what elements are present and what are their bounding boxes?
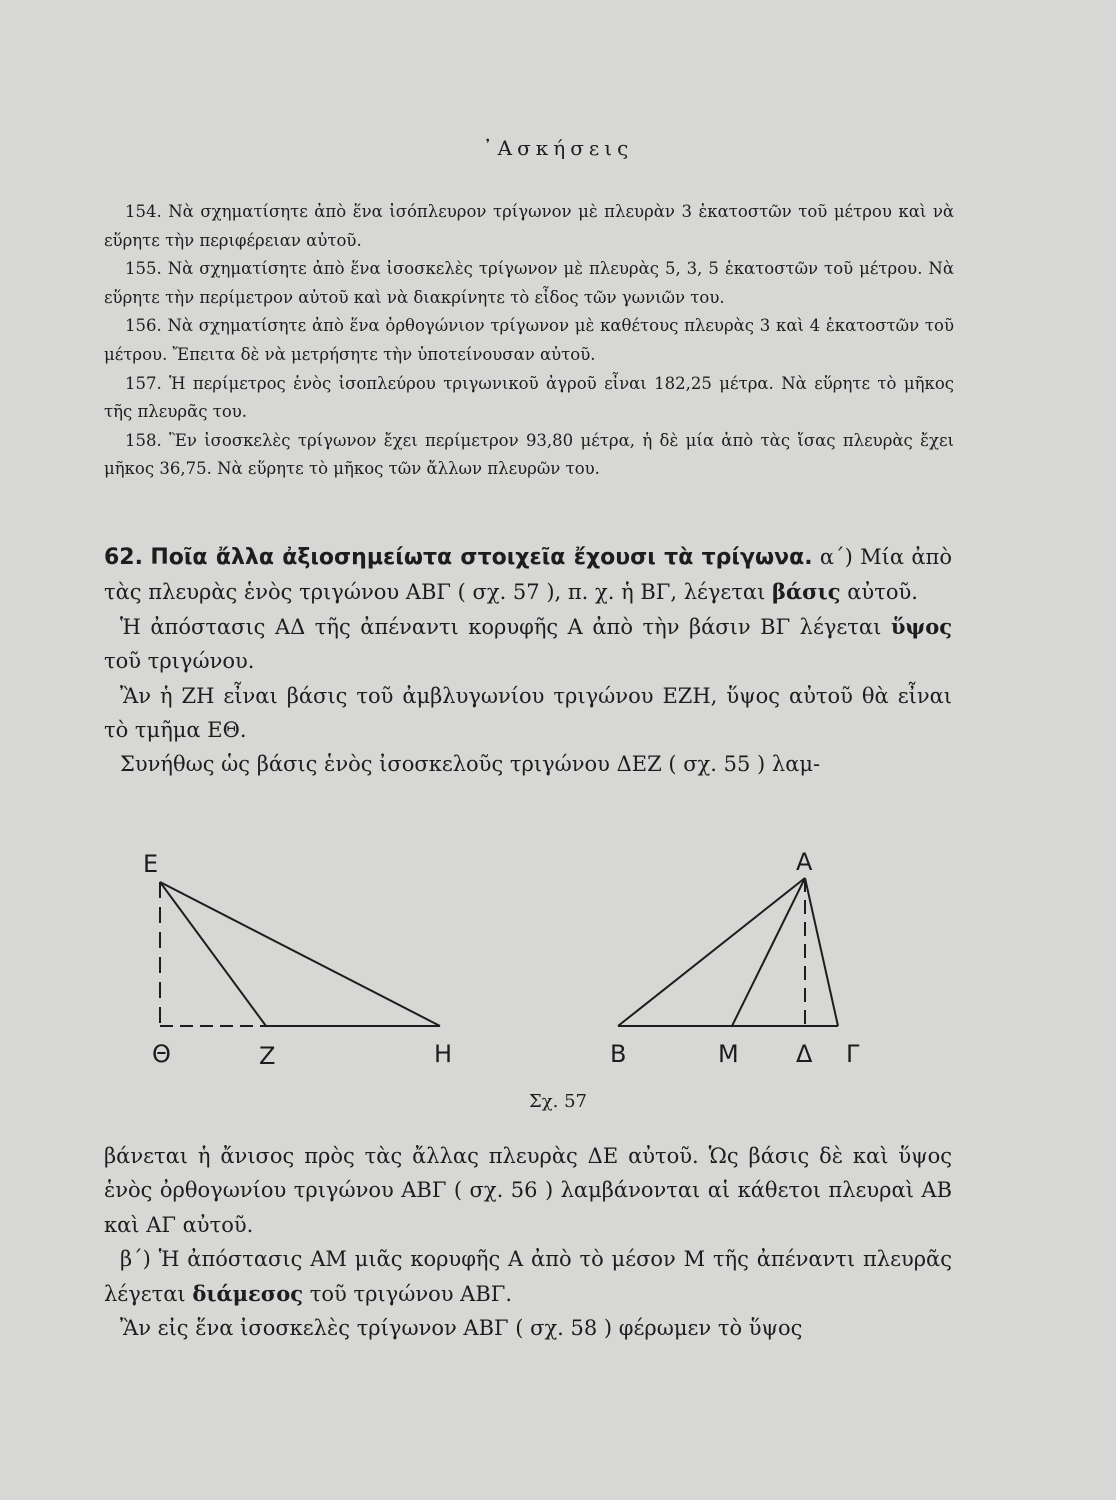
section-paragraph-1 <box>104 540 952 610</box>
figure-caption: Σχ. 57 <box>529 1091 587 1112</box>
section-paragraph-4: Συνήθως ὡς βάσις ἑνὸς ἰσοσκελοῦς τριγώνου ΔΕΖ ( σχ. 55 ) λαμ- <box>120 752 821 777</box>
label-theta: Θ <box>152 1040 171 1068</box>
section-paragraph-2 <box>104 610 952 679</box>
obtuse-triangle-ezh <box>160 882 440 1026</box>
section-title: Ποῖα ἄλλα ἀξιοσημείωτα στοιχεῖα ἔχουσι τὰ τρίγωνα. <box>150 545 813 570</box>
section-paragraph-5: βάνεται ἡ ἄνισος πρὸς τὰς ἄλλας πλευρὰς ΔΕ αὐτοῦ. Ὡς βάσις δὲ καὶ ὕψος ἑνὸς ὀρθογωνίου τριγώνου ΑΒΓ ( σχ. 56 ) λαμβάνονται αἱ κάθετοι πλευραὶ ΑΒ καὶ ΑΓ αὐτοῦ. <box>104 1144 952 1237</box>
exercise-155: 155. Νὰ σχηματίσητε ἀπὸ ἕνα ἰσοσκελὲς τρίγωνον μὲ πλευρὰς 5, 3, 5 ἑκατοστῶν τοῦ μέτρου. Νὰ εὕρητε τὴν περίμετρον αὐτοῦ καὶ νὰ διακρίνητε τὸ εἶδος τῶν γωνιῶν του. <box>104 259 954 307</box>
term-height: ὕψος <box>890 613 952 639</box>
exercise-154: 154. Νὰ σχηματίσητε ἀπὸ ἕνα ἰσόπλευρον τρίγωνον μὲ πλευρὰν 3 ἑκατοστῶν τοῦ μέτρου καὶ νὰ εὕρητε τὴν περιφέρειαν αὐτοῦ. <box>104 202 954 250</box>
exercise-156: 156. Νὰ σχηματίσητε ἀπὸ ἕνα ὀρθογώνιον τρίγωνον μὲ καθέτους πλευρὰς 3 καὶ 4 ἑκατοστῶν τοῦ μέτρου. Ἔπειτα δὲ νὰ μετρήσητε τὴν ὑποτείνουσαν αὐτοῦ. <box>104 316 954 364</box>
page-heading: ᾿Ασκήσεις <box>482 136 634 160</box>
term-median: διάμεσος <box>192 1280 304 1306</box>
side-ag <box>805 878 838 1026</box>
exercise-list <box>104 198 954 484</box>
median-am <box>732 878 805 1026</box>
section-62 <box>104 540 952 782</box>
label-m: Μ <box>718 1040 739 1068</box>
triangle-diagrams <box>0 840 1116 1120</box>
side-ez <box>160 882 266 1026</box>
side-ab <box>618 878 805 1026</box>
section-paragraph-6 <box>104 1242 952 1311</box>
term-basis: βάσις <box>772 579 841 605</box>
label-a: Α <box>796 848 813 876</box>
label-g: Γ <box>846 1040 860 1068</box>
section-paragraph-3: Ἂν ἡ ΖΗ εἶναι βάσις τοῦ ἀμβλυγωνίου τριγώνου ΕΖΗ, ὕψος αὐτοῦ θὰ εἶναι τὸ τμῆμα ΕΘ. <box>104 683 952 743</box>
paragraph-text: Ἡ ἀπόστασις ΑΔ τῆς ἀπέναντι κορυφῆς Α ἀπὸ τὴν βάσιν ΒΓ λέγεται <box>120 614 891 639</box>
label-e: Ε <box>143 850 159 878</box>
triangle-abg <box>618 878 838 1026</box>
side-eh <box>160 882 440 1026</box>
label-b: Β <box>610 1040 627 1068</box>
paragraph-text: α΄) Μία ἀπὸ τὰς πλευρὰς ἑνὸς τριγώνου ΑΒΓ ( σχ. 57 ), π. χ. ἡ ΒΓ, λέγεται <box>104 545 952 605</box>
paragraph-text: τοῦ τριγώνου. <box>104 649 255 674</box>
label-d: Δ <box>796 1040 813 1068</box>
paragraph-text: β΄) Ἡ ἀπόστασις ΑΜ μιᾶς κορυφῆς Α ἀπὸ τὸ μέσον Μ τῆς ἀπέναντι πλευρᾶς λέγεται <box>104 1247 952 1306</box>
section-62-continued <box>104 1139 952 1345</box>
section-paragraph-7: Ἂν εἰς ἕνα ἰσοσκελὲς τρίγωνον ΑΒΓ ( σχ. 58 ) φέρωμεν τὸ ὕψος <box>120 1316 803 1341</box>
label-z: Ζ <box>259 1042 276 1070</box>
exercise-157: 157. Ἡ περίμετρος ἑνὸς ἰσοπλεύρου τριγωνικοῦ ἀγροῦ εἶναι 182,25 μέτρα. Νὰ εὕρητε τὸ μῆκος τῆς πλευρᾶς του. <box>104 373 954 422</box>
exercise-158: 158. Ἓν ἰσοσκελὲς τρίγωνον ἔχει περίμετρον 93,80 μέτρα, ἡ δὲ μία ἀπὸ τὰς ἴσας πλευρὰς ἔχει μῆκος 36,75. Νὰ εὕρητε τὸ μῆκος τῶν ἄλλων πλευρῶν του. <box>104 430 954 479</box>
section-number: 62. <box>104 545 143 570</box>
label-h: Η <box>434 1040 453 1068</box>
paragraph-text: αὐτοῦ. <box>840 580 918 605</box>
paragraph-text: τοῦ τριγώνου ΑΒΓ. <box>303 1281 513 1306</box>
figure-57 <box>0 840 1116 1120</box>
